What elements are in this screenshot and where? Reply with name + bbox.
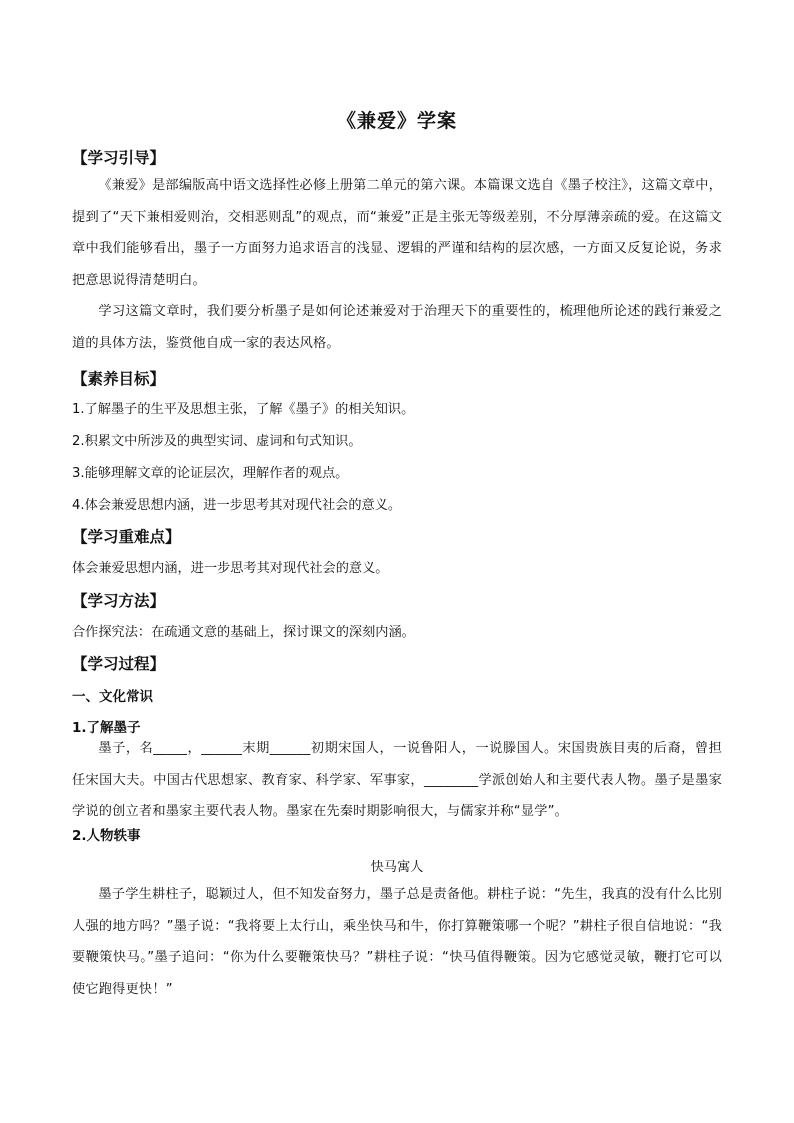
about-mozi-paragraph: 墨子，名_____，______末期______初期宋国人，一说鲁阳人，一说滕国人。宋国贵族目夷的后裔，曾担任宋国大夫。中国古代思想家、教育家、科学家、军事家，________学派创始人和主要代表人物。墨子是墨家学说的创立者和墨家主要代表人物。墨家在先秦时期影响很大，与儒家并称“显学”。 <box>72 741 722 819</box>
heading-goals: 【素养目标】 <box>72 370 166 388</box>
heading-process: 【学习过程】 <box>72 655 166 673</box>
guide-paragraph-2: 学习这篇文章时，我们要分析墨子是如何论述兼爱对于治理天下的重要性的，梳理他所论述的践行兼爱之道的具体方法，鉴赏他自成一家的表达风格。 <box>72 304 722 351</box>
goal-item-2: 2.积累文中所涉及的典型实词、虚词和句式知识。 <box>72 434 362 449</box>
goal-item-1: 1.了解墨子的生平及思想主张，了解《墨子》的相关知识。 <box>72 402 415 417</box>
story-paragraph: 墨子学生耕柱子，聪颖过人，但不知发奋努力，墨子总是责备他。耕柱子说：“先生，我真的没有什么比别人强的地方吗？”墨子说：“我将要上太行山，乘坐快马和牛，你打算鞭策哪一个呢？”耕柱子很自信地说：“我要鞭策快马。”墨子追问：“你为什么要鞭策快马？”耕柱子说：“快马值得鞭策。因为它感觉灵敏，鞭打它可以使它跑得更快！” <box>72 887 722 997</box>
guide-paragraph-1: 《兼爱》是部编版高中语文选择性必修上册第二单元的第六课。本篇课文选自《墨子校注》，这篇文章中，提到了“天下兼相爱则治，交相恶则乱”的观点，而“兼爱”正是主张无等级差别，不分厚薄亲疏的爱。在这篇文章中我们能够看出，墨子一方面努力追求语言的浅显、逻辑的严谨和结构的层次感，一方面又反复论说，务求把意思说得清楚明白。 <box>72 178 722 288</box>
page-title: 《兼爱》学案 <box>336 110 457 132</box>
goal-item-4: 4.体会兼爱思想内涵，进一步思考其对现代社会的意义。 <box>72 498 402 513</box>
heading-guide: 【学习引导】 <box>72 149 166 167</box>
goal-item-3: 3.能够理解文章的论证层次，理解作者的观点。 <box>72 466 349 481</box>
story-title: 快马寓人 <box>370 860 424 875</box>
subsection-about-mozi: 1.了解墨子 <box>72 720 141 736</box>
heading-keypoints: 【学习重难点】 <box>72 528 181 546</box>
section-culture: 一、文化常识 <box>72 689 153 705</box>
keypoints-text: 体会兼爱思想内涵，进一步思考其对现代社会的意义。 <box>72 561 389 576</box>
method-text: 合作探究法：在疏通文意的基础上，探讨课文的深刻内涵。 <box>72 625 415 640</box>
subsection-anecdote: 2.人物轶事 <box>72 828 141 844</box>
heading-method: 【学习方法】 <box>72 592 166 610</box>
